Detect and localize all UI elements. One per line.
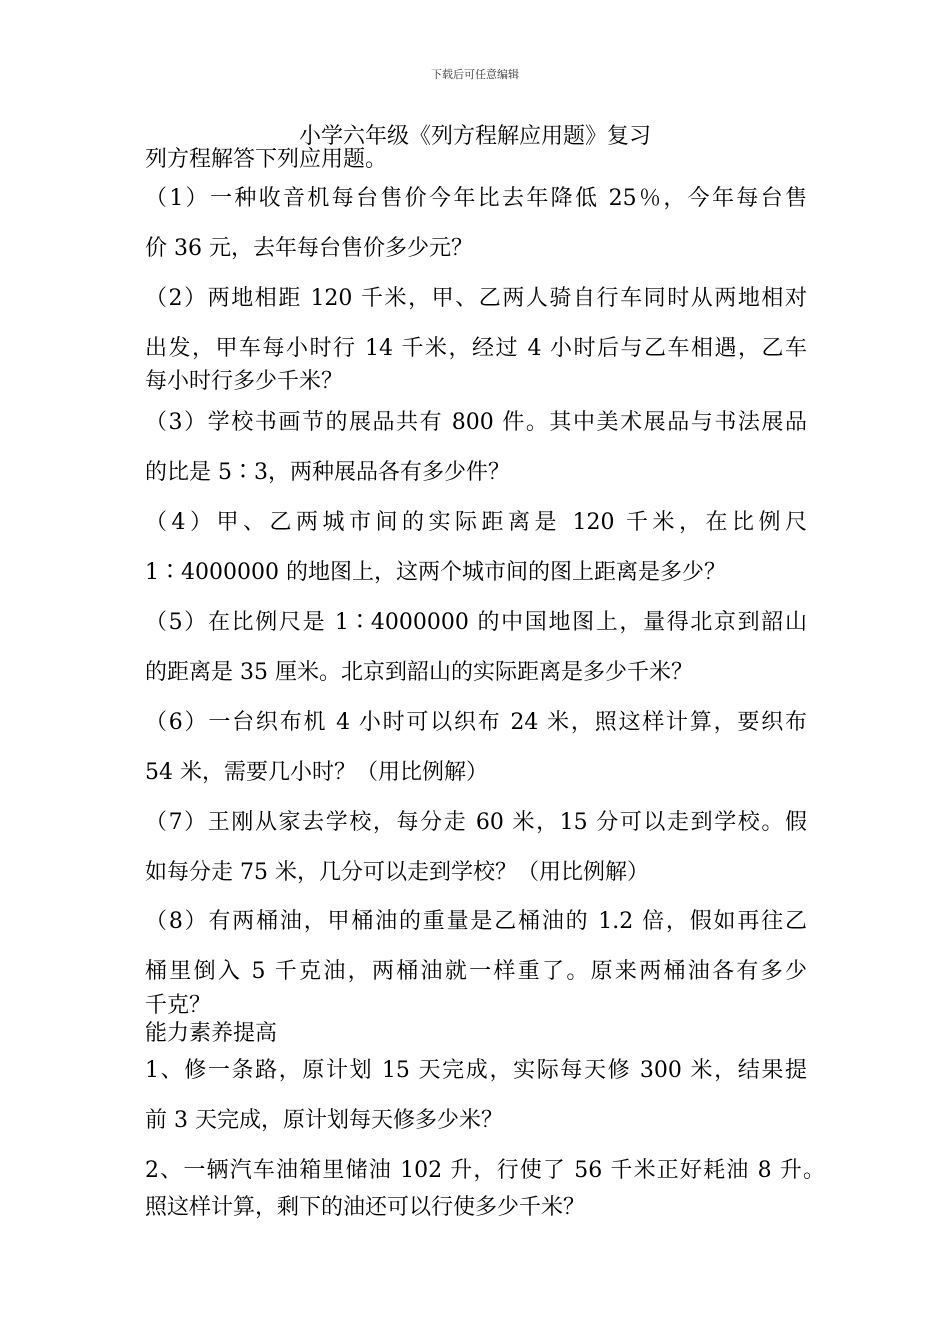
problem-3-line-2: 的比是 5∶3，两种展品各有多少件？	[145, 460, 510, 485]
problem-6-line-1: （6）一台织布机 4 小时可以织布 24 米，照这样计算，要织布	[145, 710, 807, 735]
section-2-problem-1-line-1: 1、修一条路，原计划 15 天完成，实际每天修 300 米，结果提	[145, 1058, 807, 1083]
problem-5-line-1: （5）在比例尺是 1∶4000000 的中国地图上，量得北京到韶山	[145, 610, 807, 635]
section-2-problem-2-line-1: 2、一辆汽车油箱里储油 102 升，行使了 56 千米正好耗油 8 升。	[145, 1158, 825, 1183]
problem-7-line-2: 如每分走 75 米，几分可以走到学校？（用比例解）	[145, 860, 649, 885]
problem-5-line-2: 的距离是 35 厘米。北京到韶山的实际距离是多少千米？	[145, 660, 693, 685]
problem-3-line-1: （3）学校书画节的展品共有 800 件。其中美术展品与书法展品	[145, 410, 807, 435]
problem-6-line-2: 54 米，需要几小时？（用比例解）	[145, 760, 488, 785]
problem-2-line-2: 出发，甲车每小时行 14 千米，经过 4 小时后与乙车相遇，乙车	[145, 336, 807, 361]
problem-1-line-2: 价 36 元，去年每台售价多少元？	[145, 236, 473, 261]
section-2-problem-1-line-2: 前 3 天完成，原计划每天修多少米？	[145, 1108, 503, 1133]
document-title: 小学六年级《列方程解应用题》复习	[298, 124, 651, 149]
problem-8-line-1: （8）有两桶油，甲桶油的重量是乙桶油的 1.2 倍，假如再往乙	[145, 909, 807, 934]
problem-2-line-3: 每小时行多少千米？	[145, 369, 344, 394]
section-2-heading: 能力素养提高	[145, 1021, 278, 1046]
problem-1-line-1: （1）一种收音机每台售价今年比去年降低 25％，今年每台售	[145, 186, 807, 211]
problem-8-line-3: 千克？	[145, 993, 212, 1018]
problem-7-line-1: （7）王刚从家去学校，每分走 60 米，15 分可以走到学校。假	[145, 810, 807, 835]
problem-4-line-2: 1∶4000000 的地图上，这两个城市间的图上距离是多少？	[145, 560, 726, 585]
header-note: 下载后可任意编辑	[431, 68, 519, 81]
section-2-problem-2-line-2: 照这样计算，剩下的油还可以行使多少千米？	[145, 1195, 586, 1220]
problem-4-line-1: （4）甲、乙两城市间的实际距离是 120 千米，在比例尺	[145, 510, 807, 535]
intro-line: 列方程解答下列应用题。	[145, 147, 388, 172]
problem-8-line-2: 桶里倒入 5 千克油，两桶油就一样重了。原来两桶油各有多少	[145, 959, 807, 984]
problem-2-line-1: （2）两地相距 120 千米，甲、乙两人骑自行车同时从两地相对	[145, 286, 807, 311]
